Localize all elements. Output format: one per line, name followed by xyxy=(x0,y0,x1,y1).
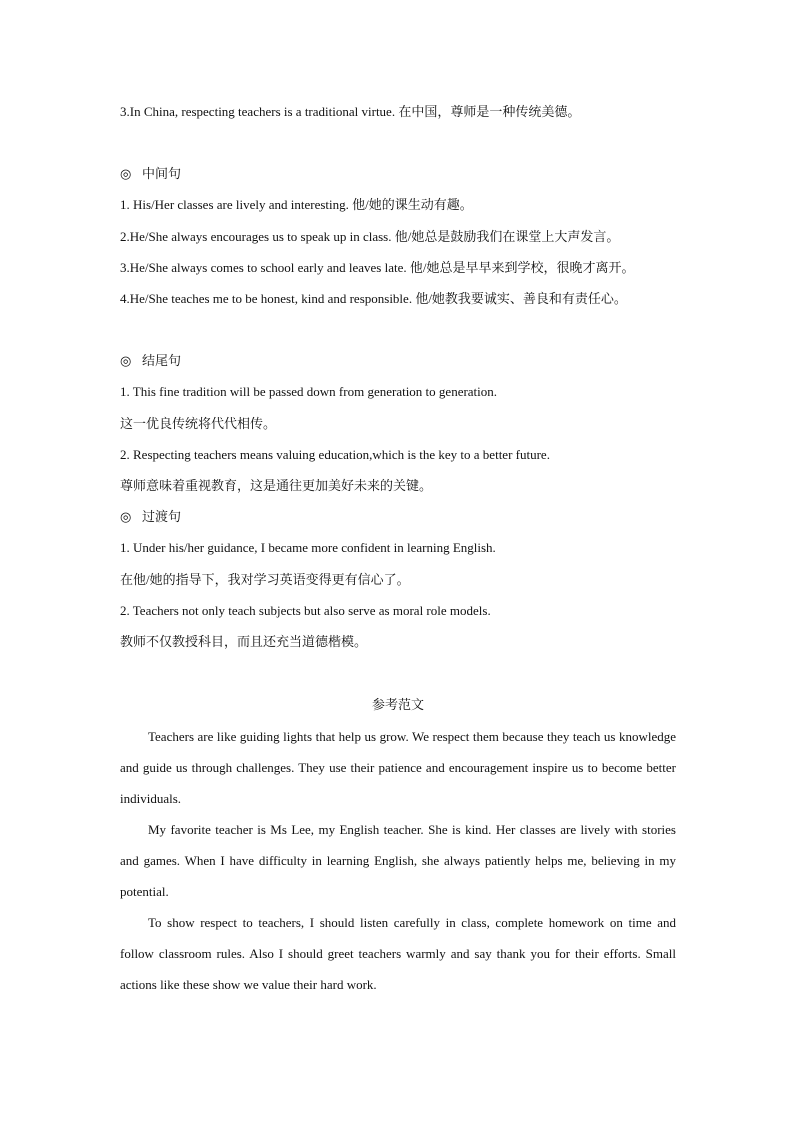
middle-line-3: 3.He/She always comes to school early and leaves late. 他/她总是早早来到学校，很晚才离开。 xyxy=(120,260,635,275)
bullseye-icon: ◎ xyxy=(120,353,132,368)
section-heading-ending xyxy=(120,351,676,371)
opening-line-3: 3.In China, respecting teachers is a traditional virtue. 在中国，尊师是一种传统美德。 xyxy=(120,104,581,119)
bullseye-icon: ◎ xyxy=(120,166,132,181)
transition-line-3: 2. Teachers not only teach subjects but also serve as moral role models. xyxy=(120,603,491,618)
bullseye-icon: ◎ xyxy=(120,509,132,524)
transition-line-4: 教师不仅教授科目，而且还充当道德楷模。 xyxy=(120,634,368,649)
transition-line-2: 在他/她的指导下，我对学习英语变得更有信心了。 xyxy=(120,572,410,587)
essay-paragraph-2: My favorite teacher is Ms Lee, my English teacher. She is kind. Her classes are lively with stories and games. When I have difficulty in learning English, she always patiently helps me, believing in my potential. xyxy=(120,822,676,899)
essay-paragraph-1: Teachers are like guiding lights that help us grow. We respect them because they teach us knowledge and guide us through challenges. They use their patience and encouragement inspire us to become better individuals. xyxy=(120,729,676,806)
section-title-ending: 结尾句 xyxy=(142,353,182,368)
ending-line-2: 这一优良传统将代代相传。 xyxy=(120,416,277,431)
ending-line-4: 尊师意味着重视教育，这是通往更加美好未来的关键。 xyxy=(120,478,433,493)
section-heading-middle xyxy=(120,164,676,184)
section-heading-transition xyxy=(120,507,676,527)
essay-title: 参考范文 xyxy=(371,697,424,712)
middle-line-1: 1. His/Her classes are lively and interesting. 他/她的课生动有趣。 xyxy=(120,197,473,212)
essay-paragraph-3: To show respect to teachers, I should listen carefully in class, complete homework on time and follow classroom rules. Also I should greet teachers warmly and say thank you for their efforts. Small actions like these show we value their hard work. xyxy=(120,915,676,992)
middle-line-4: 4.He/She teaches me to be honest, kind and responsible. 他/她教我要诚实、善良和有责任心。 xyxy=(120,291,627,306)
ending-line-3: 2. Respecting teachers means valuing education,which is the key to a better future. xyxy=(120,447,550,462)
transition-line-1: 1. Under his/her guidance, I became more confident in learning English. xyxy=(120,540,496,555)
section-title-transition: 过渡句 xyxy=(142,509,182,524)
ending-line-1: 1. This fine tradition will be passed down from generation to generation. xyxy=(120,384,498,399)
section-title-middle: 中间句 xyxy=(142,166,182,181)
middle-line-2: 2.He/She always encourages us to speak up in class. 他/她总是鼓励我们在课堂上大声发言。 xyxy=(120,229,620,244)
essay-body xyxy=(120,721,676,1000)
